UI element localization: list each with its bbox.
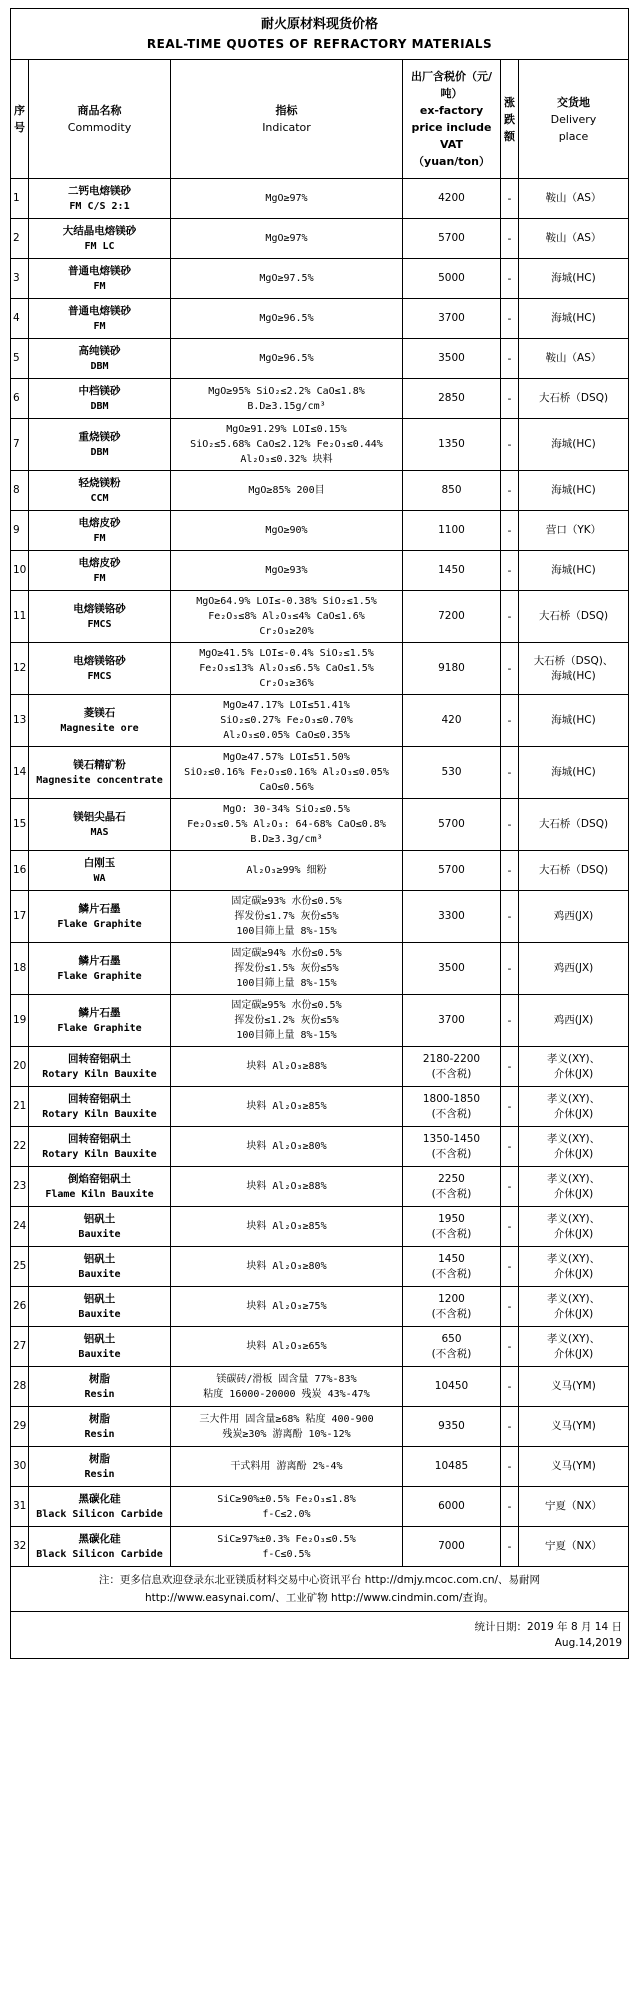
header-indicator: 指标 Indicator: [171, 60, 403, 179]
row-number: 8: [11, 471, 29, 511]
indicator-cell: MgO≥97%: [171, 219, 403, 259]
table-row: [11, 219, 629, 259]
indicator-cell: MgO≥96.5%: [171, 339, 403, 379]
commodity-cell: 铝矾土 Bauxite: [29, 1247, 171, 1287]
table-row: [11, 471, 629, 511]
price-cell: 3500: [403, 943, 501, 995]
price-cell: 7000: [403, 1527, 501, 1567]
price-cell: 1450 (不含税): [403, 1247, 501, 1287]
change-cell: -: [501, 1087, 519, 1127]
table-row: [11, 259, 629, 299]
commodity-cell: 回转窑铝矾土 Rotary Kiln Bauxite: [29, 1127, 171, 1167]
price-cell: 3700: [403, 299, 501, 339]
indicator-cell: SiC≥97%±0.3% Fe₂O₃≤0.5% f-C≤0.5%: [171, 1527, 403, 1567]
change-cell: -: [501, 1447, 519, 1487]
table-body: [11, 179, 629, 1567]
table-row: [11, 1407, 629, 1447]
delivery-cell: 孝义(XY)、 介休(JX): [519, 1047, 629, 1087]
row-number: 18: [11, 943, 29, 995]
change-cell: -: [501, 695, 519, 747]
delivery-cell: 义马(YM): [519, 1367, 629, 1407]
indicator-cell: MgO: 30-34% SiO₂≤0.5% Fe₂O₃≤0.5% Al₂O₃: 64-68% CaO≤0.8% B.D≥3.3g/cm³: [171, 799, 403, 851]
row-number: 22: [11, 1127, 29, 1167]
price-cell: 1100: [403, 511, 501, 551]
header-price: 出厂含税价（元/ 吨） ex-factory price include VAT（yuan/ton）: [403, 60, 501, 179]
table-title: [11, 9, 629, 60]
price-cell: 1800-1850 (不含税): [403, 1087, 501, 1127]
delivery-cell: 孝义(XY)、 介休(JX): [519, 1127, 629, 1167]
row-number: 29: [11, 1407, 29, 1447]
commodity-cell: 普通电熔镁砂 FM: [29, 299, 171, 339]
commodity-cell: 回转窑铝矾土 Rotary Kiln Bauxite: [29, 1047, 171, 1087]
indicator-cell: 块料 Al₂O₃≥88%: [171, 1167, 403, 1207]
price-cell: 5000: [403, 259, 501, 299]
price-cell: 9180: [403, 643, 501, 695]
change-cell: -: [501, 551, 519, 591]
price-cell: 420: [403, 695, 501, 747]
date-en: Aug.14,2019: [554, 1637, 622, 1649]
title-en: REAL-TIME QUOTES OF REFRACTORY MATERIALS: [146, 37, 493, 51]
indicator-cell: 块料 Al₂O₃≥80%: [171, 1127, 403, 1167]
commodity-cell: 菱镁石 Magnesite ore: [29, 695, 171, 747]
commodity-cell: 电熔镁铬砂 FMCS: [29, 591, 171, 643]
price-sheet: [10, 8, 628, 1659]
price-cell: 3300: [403, 891, 501, 943]
indicator-cell: MgO≥90%: [171, 511, 403, 551]
delivery-cell: 孝义(XY)、 介休(JX): [519, 1327, 629, 1367]
row-number: 5: [11, 339, 29, 379]
commodity-cell: 树脂 Resin: [29, 1447, 171, 1487]
delivery-cell: 鸡西(JX): [519, 943, 629, 995]
delivery-cell: 义马(YM): [519, 1447, 629, 1487]
table-row: [11, 299, 629, 339]
indicator-cell: 固定碳≥95% 水份≤0.5% 挥发份≤1.2% 灰份≤5% 100目筛上量 8%-15%: [171, 995, 403, 1047]
title-cn: 耐火原材料现货价格: [260, 17, 378, 32]
table-row: [11, 943, 629, 995]
date-cn: 统计日期：2019 年 8 月 14 日: [474, 1621, 622, 1633]
price-cell: 3700: [403, 995, 501, 1047]
indicator-cell: Al₂O₃≥99% 细粉: [171, 851, 403, 891]
change-cell: -: [501, 1527, 519, 1567]
delivery-cell: 孝义(XY)、 介休(JX): [519, 1247, 629, 1287]
delivery-cell: 孝义(XY)、 介休(JX): [519, 1087, 629, 1127]
delivery-cell: 鞍山（AS）: [519, 179, 629, 219]
indicator-cell: MgO≥93%: [171, 551, 403, 591]
table-row: [11, 1487, 629, 1527]
table-row: [11, 799, 629, 851]
table-row: [11, 1287, 629, 1327]
table-row: [11, 1447, 629, 1487]
price-cell: 6000: [403, 1487, 501, 1527]
indicator-cell: MgO≥64.9% LOI≤-0.38% SiO₂≤1.5% Fe₂O₃≤8% Al₂O₃≤4% CaO≤1.6% Cr₂O₃≥20%: [171, 591, 403, 643]
row-number: 14: [11, 747, 29, 799]
commodity-cell: 电熔皮砂 FM: [29, 551, 171, 591]
delivery-cell: 海城(HC): [519, 259, 629, 299]
change-cell: -: [501, 1367, 519, 1407]
commodity-cell: 白刚玉 WA: [29, 851, 171, 891]
delivery-cell: 宁夏（NX）: [519, 1527, 629, 1567]
table-row: [11, 851, 629, 891]
row-number: 20: [11, 1047, 29, 1087]
change-cell: -: [501, 179, 519, 219]
commodity-cell: 铝矾土 Bauxite: [29, 1327, 171, 1367]
price-cell: 850: [403, 471, 501, 511]
price-cell: 5700: [403, 219, 501, 259]
commodity-cell: 树脂 Resin: [29, 1407, 171, 1447]
change-cell: -: [501, 1127, 519, 1167]
change-cell: -: [501, 1247, 519, 1287]
commodity-cell: 镁石精矿粉 Magnesite concentrate: [29, 747, 171, 799]
table-row: [11, 1207, 629, 1247]
commodity-cell: 树脂 Resin: [29, 1367, 171, 1407]
delivery-cell: 大石桥（DSQ): [519, 591, 629, 643]
indicator-cell: MgO≥96.5%: [171, 299, 403, 339]
price-cell: 1950 (不含税): [403, 1207, 501, 1247]
indicator-cell: 块料 Al₂O₃≥88%: [171, 1047, 403, 1087]
delivery-cell: 大石桥（DSQ): [519, 799, 629, 851]
row-number: 30: [11, 1447, 29, 1487]
row-number: 21: [11, 1087, 29, 1127]
indicator-cell: MgO≥95% SiO₂≤2.2% CaO≤1.8% B.D≥3.15g/cm³: [171, 379, 403, 419]
change-cell: -: [501, 943, 519, 995]
row-number: 16: [11, 851, 29, 891]
table-row: [11, 591, 629, 643]
row-number: 31: [11, 1487, 29, 1527]
footer-note: 注：更多信息欢迎登录东北亚镁质材料交易中心资讯平台 http://dmjy.mcoc.com.cn/、易耐网 http://www.easynai.com/、工业矿物 http://www.cindmin.com/查询。: [11, 1567, 629, 1612]
row-number: 26: [11, 1287, 29, 1327]
row-number: 24: [11, 1207, 29, 1247]
row-number: 12: [11, 643, 29, 695]
delivery-cell: 义马(YM): [519, 1407, 629, 1447]
quotes-table: [10, 8, 629, 1659]
row-number: 28: [11, 1367, 29, 1407]
table-row: [11, 339, 629, 379]
commodity-cell: 黑碳化硅 Black Silicon Carbide: [29, 1527, 171, 1567]
table-row: [11, 1047, 629, 1087]
row-number: 11: [11, 591, 29, 643]
commodity-cell: 鳞片石墨 Flake Graphite: [29, 995, 171, 1047]
row-number: 2: [11, 219, 29, 259]
indicator-cell: MgO≥47.17% LOI≤51.41% SiO₂≤0.27% Fe₂O₃≤0.70% Al₂O₃≤0.05% CaO≤0.35%: [171, 695, 403, 747]
change-cell: -: [501, 643, 519, 695]
commodity-cell: 黑碳化硅 Black Silicon Carbide: [29, 1487, 171, 1527]
table-row: [11, 419, 629, 471]
delivery-cell: 宁夏（NX）: [519, 1487, 629, 1527]
change-cell: -: [501, 511, 519, 551]
indicator-cell: 干式料用 游离酚 2%-4%: [171, 1447, 403, 1487]
table-row: [11, 1527, 629, 1567]
row-number: 1: [11, 179, 29, 219]
row-number: 6: [11, 379, 29, 419]
delivery-cell: 鸡西(JX): [519, 995, 629, 1047]
commodity-cell: 倒焰窑铝矾土 Flame Kiln Bauxite: [29, 1167, 171, 1207]
row-number: 27: [11, 1327, 29, 1367]
price-cell: 2180-2200 (不含税): [403, 1047, 501, 1087]
table-row: [11, 1367, 629, 1407]
change-cell: -: [501, 1487, 519, 1527]
delivery-cell: 鞍山（AS）: [519, 219, 629, 259]
table-row: [11, 747, 629, 799]
table-row: [11, 995, 629, 1047]
change-cell: -: [501, 379, 519, 419]
table-row: [11, 643, 629, 695]
price-cell: 530: [403, 747, 501, 799]
header-commodity: 商品名称 Commodity: [29, 60, 171, 179]
price-cell: 9350: [403, 1407, 501, 1447]
row-number: 32: [11, 1527, 29, 1567]
change-cell: -: [501, 851, 519, 891]
table-row: [11, 1087, 629, 1127]
commodity-cell: 电熔皮砂 FM: [29, 511, 171, 551]
commodity-cell: 高纯镁砂 DBM: [29, 339, 171, 379]
price-cell: 1350-1450 (不含税): [403, 1127, 501, 1167]
delivery-cell: 大石桥（DSQ): [519, 851, 629, 891]
table-row: [11, 1127, 629, 1167]
price-cell: 1350: [403, 419, 501, 471]
commodity-cell: 回转窑铝矾土 Rotary Kiln Bauxite: [29, 1087, 171, 1127]
table-row: [11, 551, 629, 591]
indicator-cell: MgO≥47.57% LOI≤51.50% SiO₂≤0.16% Fe₂O₃≤0.16% Al₂O₃≤0.05% CaO≤0.56%: [171, 747, 403, 799]
row-number: 10: [11, 551, 29, 591]
change-cell: -: [501, 339, 519, 379]
delivery-cell: 海城(HC): [519, 551, 629, 591]
change-cell: -: [501, 995, 519, 1047]
price-cell: 5700: [403, 851, 501, 891]
row-number: 17: [11, 891, 29, 943]
price-cell: 2850: [403, 379, 501, 419]
indicator-cell: 固定碳≥93% 水份≤0.5% 挥发份≤1.7% 灰份≤5% 100目筛上量 8%-15%: [171, 891, 403, 943]
commodity-cell: 轻烧镁粉 CCM: [29, 471, 171, 511]
table-row: [11, 891, 629, 943]
table-row: [11, 511, 629, 551]
table-row: [11, 695, 629, 747]
commodity-cell: 电熔镁铬砂 FMCS: [29, 643, 171, 695]
change-cell: -: [501, 1047, 519, 1087]
indicator-cell: MgO≥97.5%: [171, 259, 403, 299]
delivery-cell: 海城(HC): [519, 471, 629, 511]
delivery-cell: 鞍山（AS）: [519, 339, 629, 379]
table-row: [11, 179, 629, 219]
row-number: 23: [11, 1167, 29, 1207]
indicator-cell: 固定碳≥94% 水份≤0.5% 挥发份≤1.5% 灰份≤5% 100目筛上量 8%-15%: [171, 943, 403, 995]
price-cell: 3500: [403, 339, 501, 379]
price-cell: 1450: [403, 551, 501, 591]
header-no: 序号: [11, 60, 29, 179]
price-cell: 10485: [403, 1447, 501, 1487]
delivery-cell: 海城(HC): [519, 747, 629, 799]
commodity-cell: 中档镁砂 DBM: [29, 379, 171, 419]
row-number: 3: [11, 259, 29, 299]
change-cell: -: [501, 299, 519, 339]
delivery-cell: 孝义(XY)、 介休(JX): [519, 1287, 629, 1327]
row-number: 25: [11, 1247, 29, 1287]
price-cell: 1200 (不含税): [403, 1287, 501, 1327]
commodity-cell: 二钙电熔镁砂 FM C/S 2:1: [29, 179, 171, 219]
header-change: 涨跌额: [501, 60, 519, 179]
change-cell: -: [501, 419, 519, 471]
commodity-cell: 大结晶电熔镁砂 FM LC: [29, 219, 171, 259]
delivery-cell: 海城(HC): [519, 695, 629, 747]
commodity-cell: 重烧镁砂 DBM: [29, 419, 171, 471]
change-cell: -: [501, 1287, 519, 1327]
indicator-cell: MgO≥97%: [171, 179, 403, 219]
delivery-cell: 孝义(XY)、 介休(JX): [519, 1207, 629, 1247]
change-cell: -: [501, 799, 519, 851]
delivery-cell: 海城(HC): [519, 419, 629, 471]
row-number: 13: [11, 695, 29, 747]
commodity-cell: 铝矾土 Bauxite: [29, 1207, 171, 1247]
change-cell: -: [501, 1327, 519, 1367]
delivery-cell: 鸡西(JX): [519, 891, 629, 943]
change-cell: -: [501, 891, 519, 943]
indicator-cell: 块料 Al₂O₃≥75%: [171, 1287, 403, 1327]
change-cell: -: [501, 591, 519, 643]
delivery-cell: 营口（YK）: [519, 511, 629, 551]
commodity-cell: 鳞片石墨 Flake Graphite: [29, 943, 171, 995]
row-number: 4: [11, 299, 29, 339]
row-number: 7: [11, 419, 29, 471]
change-cell: -: [501, 1407, 519, 1447]
indicator-cell: 块料 Al₂O₃≥65%: [171, 1327, 403, 1367]
indicator-cell: MgO≥41.5% LOI≤-0.4% SiO₂≤1.5% Fe₂O₃≤13% Al₂O₃≤6.5% CaO≤1.5% Cr₂O₃≥36%: [171, 643, 403, 695]
table-row: [11, 1327, 629, 1367]
delivery-cell: 孝义(XY)、 介休(JX): [519, 1167, 629, 1207]
commodity-cell: 普通电熔镁砂 FM: [29, 259, 171, 299]
change-cell: -: [501, 1207, 519, 1247]
header-row: [11, 60, 629, 179]
price-cell: 650 (不含税): [403, 1327, 501, 1367]
price-cell: 7200: [403, 591, 501, 643]
delivery-cell: 大石桥（DSQ)、 海城(HC): [519, 643, 629, 695]
price-cell: 5700: [403, 799, 501, 851]
commodity-cell: 鳞片石墨 Flake Graphite: [29, 891, 171, 943]
delivery-cell: 海城(HC): [519, 299, 629, 339]
row-number: 9: [11, 511, 29, 551]
commodity-cell: 铝矾土 Bauxite: [29, 1287, 171, 1327]
indicator-cell: MgO≥85% 200目: [171, 471, 403, 511]
change-cell: -: [501, 259, 519, 299]
price-cell: 4200: [403, 179, 501, 219]
indicator-cell: 镁碳砖/滑板 固含量 77%-83% 粘度 16000-20000 残炭 43%-47%: [171, 1367, 403, 1407]
table-row: [11, 379, 629, 419]
table-row: [11, 1247, 629, 1287]
indicator-cell: MgO≥91.29% LOI≤0.15% SiO₂≤5.68% CaO≤2.12% Fe₂O₃≤0.44% Al₂O₃≤0.32% 块料: [171, 419, 403, 471]
change-cell: -: [501, 1167, 519, 1207]
delivery-cell: 大石桥（DSQ): [519, 379, 629, 419]
change-cell: -: [501, 219, 519, 259]
indicator-cell: 块料 Al₂O₃≥85%: [171, 1207, 403, 1247]
indicator-cell: 块料 Al₂O₃≥80%: [171, 1247, 403, 1287]
price-cell: 10450: [403, 1367, 501, 1407]
header-delivery: 交货地 Delivery place: [519, 60, 629, 179]
indicator-cell: 块料 Al₂O₃≥85%: [171, 1087, 403, 1127]
price-cell: 2250 (不含税): [403, 1167, 501, 1207]
change-cell: -: [501, 471, 519, 511]
change-cell: -: [501, 747, 519, 799]
row-number: 15: [11, 799, 29, 851]
row-number: 19: [11, 995, 29, 1047]
footer-date: [11, 1612, 629, 1659]
table-row: [11, 1167, 629, 1207]
commodity-cell: 镁铝尖晶石 MAS: [29, 799, 171, 851]
indicator-cell: SiC≥90%±0.5% Fe₂O₃≤1.8% f-C≤2.0%: [171, 1487, 403, 1527]
indicator-cell: 三大件用 固含量≥68% 粘度 400-900 残炭≥30% 游离酚 10%-12%: [171, 1407, 403, 1447]
